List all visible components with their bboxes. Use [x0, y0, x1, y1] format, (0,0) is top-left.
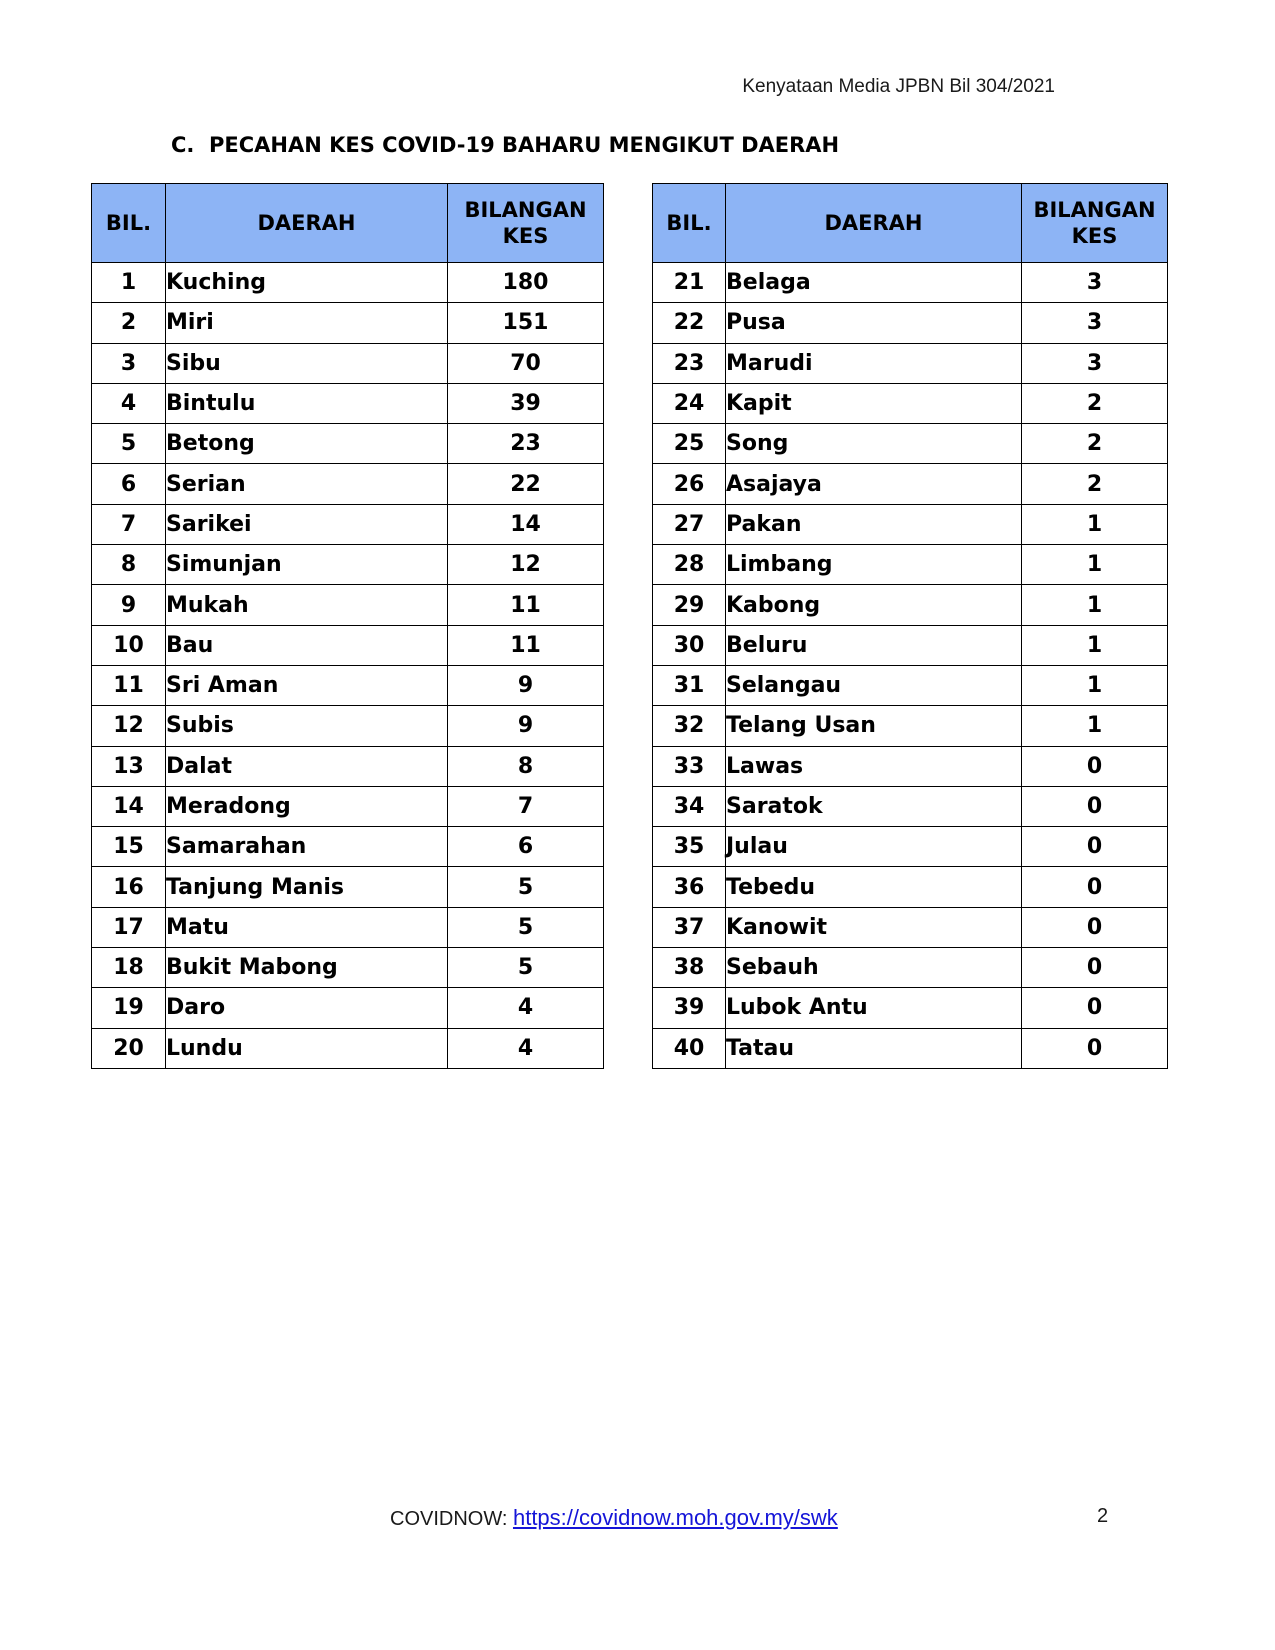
- table-row: [653, 504, 1168, 544]
- case-count: 3: [1022, 303, 1168, 343]
- case-count: 70: [448, 343, 604, 383]
- header-bilangan-kes: BILANGAN KES: [1022, 184, 1168, 263]
- district-name: Betong: [166, 424, 448, 464]
- case-count: 39: [448, 383, 604, 423]
- table-row: [653, 948, 1168, 988]
- row-number: 20: [92, 1028, 166, 1068]
- footer-label: COVIDNOW:: [390, 1508, 513, 1530]
- row-number: 1: [92, 263, 166, 303]
- case-count: 9: [448, 665, 604, 705]
- table-row: [92, 948, 604, 988]
- row-number: 2: [92, 303, 166, 343]
- table-row: [92, 263, 604, 303]
- case-count: 4: [448, 1028, 604, 1068]
- row-number: 29: [653, 585, 726, 625]
- row-number: 31: [653, 665, 726, 705]
- case-count: 2: [1022, 424, 1168, 464]
- district-name: Marudi: [726, 343, 1022, 383]
- table-row: [92, 625, 604, 665]
- row-number: 18: [92, 948, 166, 988]
- row-number: 28: [653, 545, 726, 585]
- case-count: 3: [1022, 343, 1168, 383]
- row-number: 8: [92, 545, 166, 585]
- row-number: 4: [92, 383, 166, 423]
- table-row: [92, 907, 604, 947]
- table-row: [92, 988, 604, 1028]
- table-row: [653, 867, 1168, 907]
- case-count: 14: [448, 504, 604, 544]
- row-number: 16: [92, 867, 166, 907]
- district-name: Kabong: [726, 585, 1022, 625]
- case-count: 2: [1022, 464, 1168, 504]
- table-row: [653, 545, 1168, 585]
- header-bil: BIL.: [653, 184, 726, 263]
- table-row: [653, 464, 1168, 504]
- table-row: [92, 827, 604, 867]
- row-number: 36: [653, 867, 726, 907]
- district-name: Lubok Antu: [726, 988, 1022, 1028]
- district-name: Kanowit: [726, 907, 1022, 947]
- case-count: 1: [1022, 545, 1168, 585]
- district-name: Kapit: [726, 383, 1022, 423]
- case-count: 12: [448, 545, 604, 585]
- table-row: [653, 988, 1168, 1028]
- case-count: 7: [448, 786, 604, 826]
- table-row: [653, 786, 1168, 826]
- table-row: [653, 706, 1168, 746]
- case-count: 180: [448, 263, 604, 303]
- covidnow-link[interactable]: https://covidnow.moh.gov.my/swk: [512, 1505, 838, 1530]
- case-count: 0: [1022, 1028, 1168, 1068]
- case-count: 1: [1022, 585, 1168, 625]
- table-row: [92, 1028, 604, 1068]
- table-header-row: [653, 184, 1168, 263]
- district-name: Saratok: [726, 786, 1022, 826]
- table-row: [92, 545, 604, 585]
- table-row: [653, 1028, 1168, 1068]
- row-number: 5: [92, 424, 166, 464]
- header-daerah: DAERAH: [726, 184, 1022, 263]
- district-name: Limbang: [726, 545, 1022, 585]
- table-row: [653, 303, 1168, 343]
- district-name: Sibu: [166, 343, 448, 383]
- row-number: 26: [653, 464, 726, 504]
- row-number: 24: [653, 383, 726, 423]
- district-name: Samarahan: [166, 827, 448, 867]
- document-reference: Kenyataan Media JPBN Bil 304/2021: [742, 76, 1055, 97]
- case-count: 3: [1022, 263, 1168, 303]
- district-name: Pusa: [726, 303, 1022, 343]
- row-number: 12: [92, 706, 166, 746]
- case-count: 151: [448, 303, 604, 343]
- district-name: Bukit Mabong: [166, 948, 448, 988]
- district-cases-table-left: [91, 183, 604, 1069]
- row-number: 35: [653, 827, 726, 867]
- district-name: Telang Usan: [726, 706, 1022, 746]
- district-name: Asajaya: [726, 464, 1022, 504]
- district-name: Pakan: [726, 504, 1022, 544]
- row-number: 34: [653, 786, 726, 826]
- district-name: Subis: [166, 706, 448, 746]
- district-name: Dalat: [166, 746, 448, 786]
- case-count: 0: [1022, 948, 1168, 988]
- row-number: 13: [92, 746, 166, 786]
- page-number: 2: [1097, 1505, 1109, 1527]
- row-number: 30: [653, 625, 726, 665]
- case-count: 4: [448, 988, 604, 1028]
- case-count: 23: [448, 424, 604, 464]
- row-number: 21: [653, 263, 726, 303]
- case-count: 5: [448, 867, 604, 907]
- row-number: 39: [653, 988, 726, 1028]
- district-name: Julau: [726, 827, 1022, 867]
- header-bilangan-kes: BILANGAN KES: [448, 184, 604, 263]
- district-name: Kuching: [166, 263, 448, 303]
- row-number: 10: [92, 625, 166, 665]
- district-name: Selangau: [726, 665, 1022, 705]
- row-number: 7: [92, 504, 166, 544]
- footer: [390, 1505, 838, 1531]
- case-count: 0: [1022, 786, 1168, 826]
- district-name: Meradong: [166, 786, 448, 826]
- table-row: [92, 867, 604, 907]
- district-name: Serian: [166, 464, 448, 504]
- section-title: C. PECAHAN KES COVID-19 BAHARU MENGIKUT DAERAH: [171, 133, 840, 157]
- case-count: 22: [448, 464, 604, 504]
- row-number: 17: [92, 907, 166, 947]
- district-name: Tanjung Manis: [166, 867, 448, 907]
- case-count: 1: [1022, 625, 1168, 665]
- row-number: 3: [92, 343, 166, 383]
- district-name: Matu: [166, 907, 448, 947]
- row-number: 15: [92, 827, 166, 867]
- table-row: [92, 786, 604, 826]
- table-row: [92, 343, 604, 383]
- row-number: 6: [92, 464, 166, 504]
- case-count: 5: [448, 907, 604, 947]
- case-count: 11: [448, 585, 604, 625]
- table-row: [653, 424, 1168, 464]
- table-row: [92, 303, 604, 343]
- row-number: 23: [653, 343, 726, 383]
- case-count: 8: [448, 746, 604, 786]
- district-name: Mukah: [166, 585, 448, 625]
- case-count: 0: [1022, 867, 1168, 907]
- district-name: Bintulu: [166, 383, 448, 423]
- table-row: [653, 827, 1168, 867]
- case-count: 0: [1022, 827, 1168, 867]
- table-row: [92, 464, 604, 504]
- district-name: Lundu: [166, 1028, 448, 1068]
- district-name: Beluru: [726, 625, 1022, 665]
- case-count: 1: [1022, 706, 1168, 746]
- row-number: 38: [653, 948, 726, 988]
- case-count: 1: [1022, 504, 1168, 544]
- table-row: [653, 907, 1168, 947]
- district-name: Tatau: [726, 1028, 1022, 1068]
- district-name: Miri: [166, 303, 448, 343]
- case-count: 0: [1022, 746, 1168, 786]
- case-count: 9: [448, 706, 604, 746]
- district-name: Daro: [166, 988, 448, 1028]
- district-name: Song: [726, 424, 1022, 464]
- table-row: [92, 665, 604, 705]
- district-name: Tebedu: [726, 867, 1022, 907]
- row-number: 22: [653, 303, 726, 343]
- header-bil: BIL.: [92, 184, 166, 263]
- district-name: Sebauh: [726, 948, 1022, 988]
- row-number: 27: [653, 504, 726, 544]
- row-number: 9: [92, 585, 166, 625]
- row-number: 19: [92, 988, 166, 1028]
- table-row: [92, 504, 604, 544]
- table-header-row: [92, 184, 604, 263]
- case-count: 5: [448, 948, 604, 988]
- row-number: 40: [653, 1028, 726, 1068]
- case-count: 1: [1022, 665, 1168, 705]
- table-row: [92, 706, 604, 746]
- table-row: [653, 625, 1168, 665]
- table-row: [653, 746, 1168, 786]
- table-row: [653, 383, 1168, 423]
- case-count: 2: [1022, 383, 1168, 423]
- table-row: [92, 746, 604, 786]
- district-name: Lawas: [726, 746, 1022, 786]
- case-count: 0: [1022, 988, 1168, 1028]
- table-row: [653, 585, 1168, 625]
- district-name: Sarikei: [166, 504, 448, 544]
- row-number: 33: [653, 746, 726, 786]
- district-cases-table-right: [652, 183, 1168, 1069]
- district-name: Simunjan: [166, 545, 448, 585]
- district-name: Sri Aman: [166, 665, 448, 705]
- row-number: 14: [92, 786, 166, 826]
- table-row: [653, 665, 1168, 705]
- district-name: Belaga: [726, 263, 1022, 303]
- case-count: 0: [1022, 907, 1168, 947]
- row-number: 11: [92, 665, 166, 705]
- table-row: [653, 263, 1168, 303]
- header-daerah: DAERAH: [166, 184, 448, 263]
- row-number: 37: [653, 907, 726, 947]
- row-number: 25: [653, 424, 726, 464]
- table-row: [92, 424, 604, 464]
- district-name: Bau: [166, 625, 448, 665]
- case-count: 6: [448, 827, 604, 867]
- case-count: 11: [448, 625, 604, 665]
- table-row: [653, 343, 1168, 383]
- table-row: [92, 585, 604, 625]
- table-row: [92, 383, 604, 423]
- row-number: 32: [653, 706, 726, 746]
